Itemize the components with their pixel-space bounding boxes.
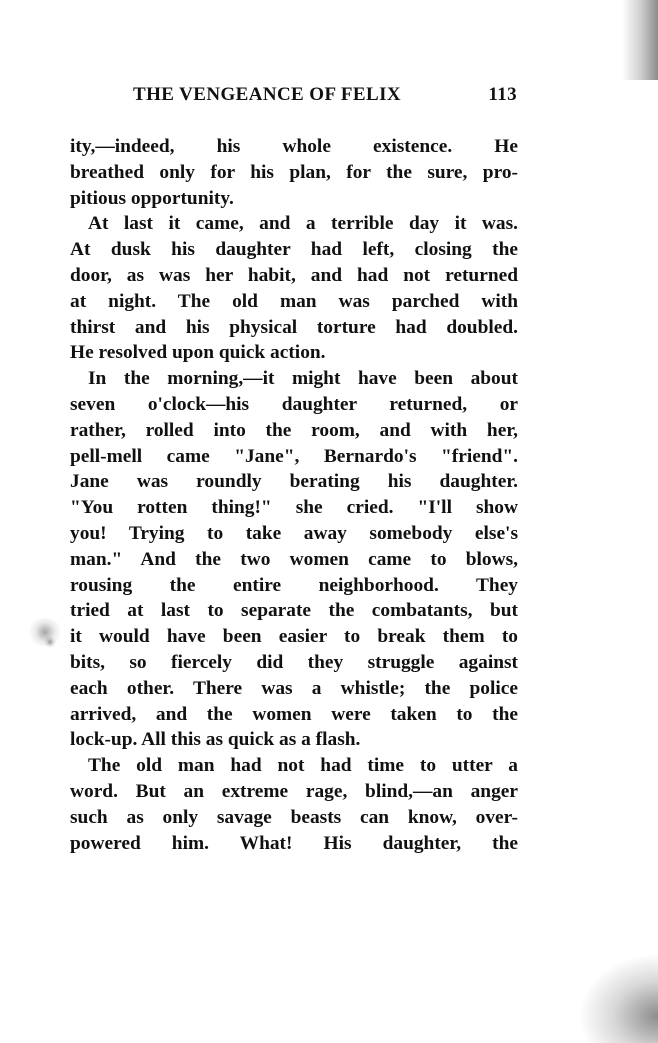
- text-line: He resolved upon quick action.: [70, 342, 326, 364]
- page-number: 113: [488, 84, 517, 105]
- text-line: door, as was her habit, and had not returned: [70, 264, 518, 286]
- text-line: each other. There was a whistle; the police: [70, 677, 518, 699]
- text-line: rather, rolled into the room, and with her,: [70, 419, 518, 441]
- page-edge-shadow-bottom: [578, 953, 658, 1043]
- text-line: "You rotten thing!" she cried. "I'll show: [70, 497, 518, 519]
- text-line: breathed only for his plan, for the sure, pro-: [70, 161, 518, 183]
- text-line: lock-up. All this as quick as a flash.: [70, 729, 361, 751]
- running-title: THE VENGEANCE OF FELIX: [133, 84, 401, 105]
- text-line: pitious opportunity.: [70, 187, 234, 209]
- text-line: at night. The old man was parched with: [70, 290, 518, 312]
- running-head: [133, 84, 517, 110]
- text-line: At dusk his daughter had left, closing the: [70, 239, 518, 261]
- text-line: tried at last to separate the combatants, but: [70, 600, 518, 622]
- ink-speck: [44, 636, 56, 648]
- text-line: The old man had not had time to utter a: [88, 755, 518, 777]
- text-line: rousing the entire neighborhood. They: [70, 574, 518, 596]
- paragraph: [70, 753, 518, 856]
- text-line: you! Trying to take away somebody else's: [70, 522, 518, 544]
- paragraph: [70, 366, 518, 753]
- text-line: it would have been easier to break them to: [70, 626, 518, 648]
- text-line: At last it came, and a terrible day it was.: [88, 213, 518, 235]
- paragraph: [70, 211, 518, 366]
- body-text: [70, 134, 518, 856]
- text-line: powered him. What! His daughter, the: [70, 832, 518, 854]
- text-line: In the morning,—it might have been about: [88, 368, 518, 390]
- paragraph: [70, 134, 518, 211]
- text-line: thirst and his physical torture had doubled.: [70, 316, 518, 338]
- text-line: pell-mell came "Jane", Bernardo's "friend".: [70, 445, 518, 467]
- text-line: ity,—indeed, his whole existence. He: [70, 136, 518, 157]
- text-line: man." And the two women came to blows,: [70, 548, 518, 570]
- text-line: seven o'clock—his daughter returned, or: [70, 393, 518, 415]
- page-edge-shadow-top: [622, 0, 658, 80]
- text-line: word. But an extreme rage, blind,—an anger: [70, 780, 518, 802]
- text-line: Jane was roundly berating his daughter.: [70, 471, 518, 493]
- text-line: arrived, and the women were taken to the: [70, 703, 518, 725]
- text-line: bits, so fiercely did they struggle against: [70, 651, 518, 673]
- text-line: such as only savage beasts can know, over-: [70, 806, 518, 828]
